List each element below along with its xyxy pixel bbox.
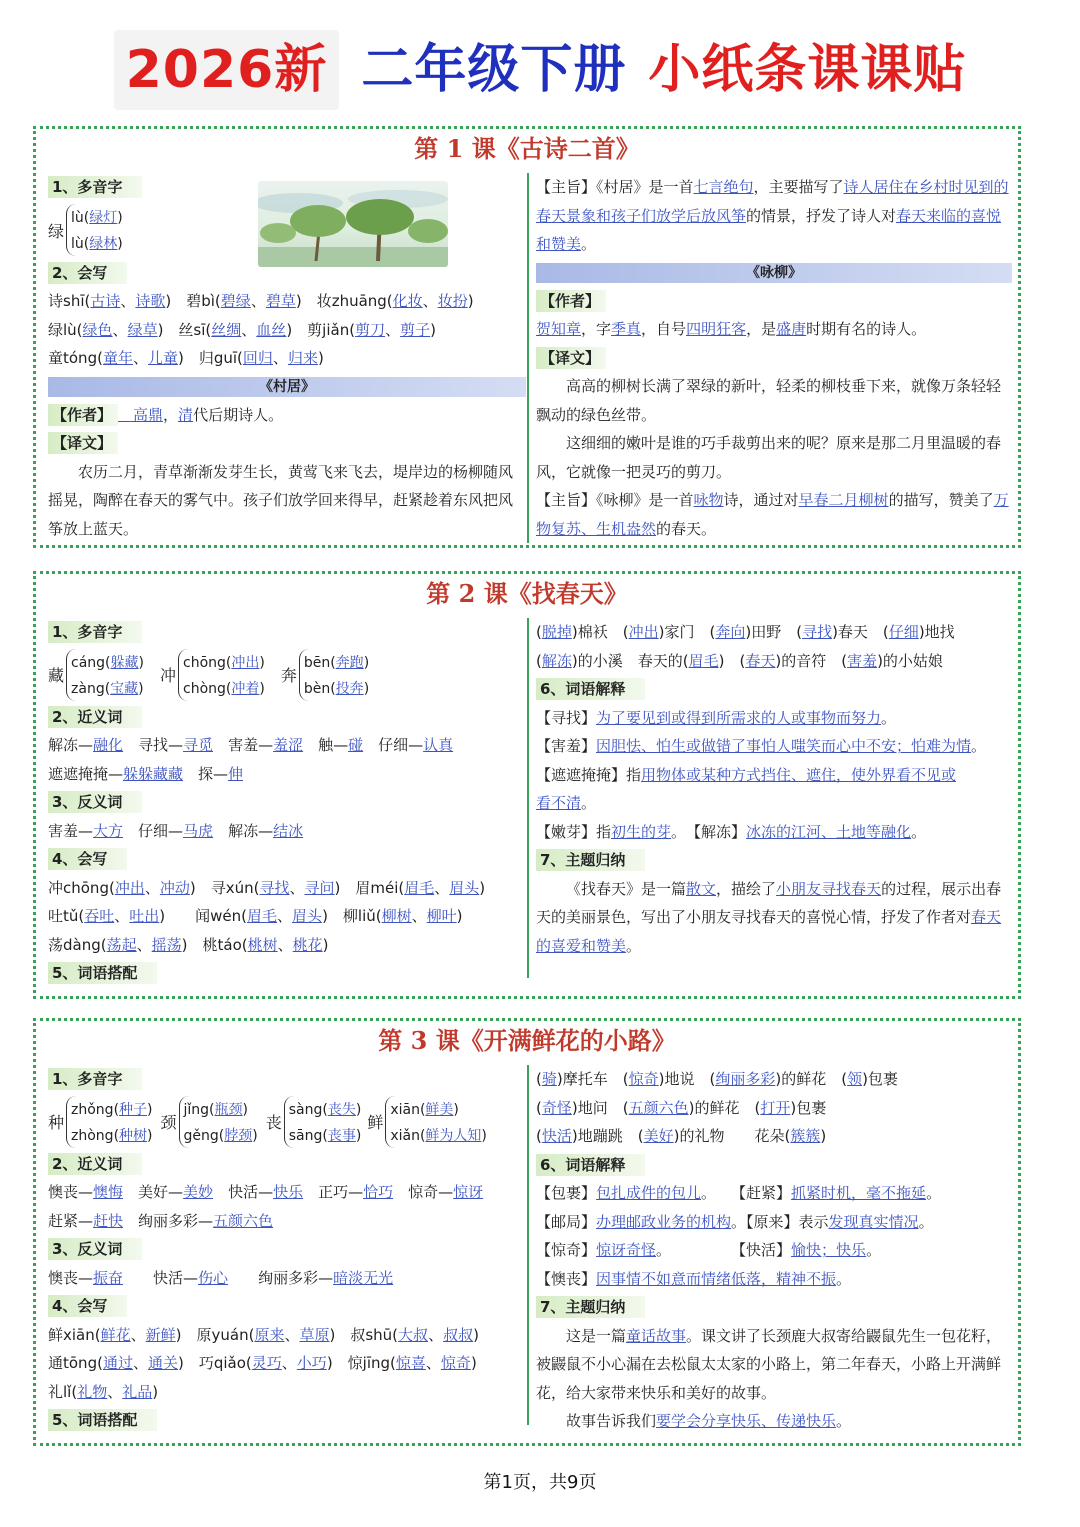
write-line: 诗shī(古诗、诗歌) 碧bì(碧绿、碧草) 妆zhuāng(化妆、妆扮) [48,292,474,310]
write-line: 童tóng(童年、儿童) 归guī(回归、归来) [48,349,324,367]
collocation-line: (解冻)的小溪 春天的(眉毛) (春天)的音符 (害羞)的小姑娘 [536,651,943,670]
explanation-line: 【邮局】办理邮政业务的机构。【原来】表示发现真实情况。 [536,1212,934,1231]
poem-band: 《咏柳》 [536,263,1012,283]
section-label: 1、多音字 [48,176,142,198]
explanation-line: 【惊奇】惊讶奇怪。 【快活】愉快；快乐。 [536,1241,882,1259]
synonym-line: 赶紧—赶快 绚丽多彩—五颜六色 [48,1211,274,1230]
section-label: 5、词语搭配 [48,1409,157,1431]
lesson-2-card [33,571,1021,999]
section-label: 【译文】 [536,347,606,369]
polyphone-bracket: chōng(冲出) chòng(冲着) [178,649,265,701]
synonym-line: 解冻—融化 寻找—寻觅 害羞—羞涩 触—碰 仔细—认真 [48,736,454,754]
explanation-line: 【懊丧】因事情不如意而情绪低落，精神不振。 [536,1269,852,1288]
summary-paragraph: 这是一篇童话故事。课文讲了长颈鹿大叔寄给鼹鼠先生一包花籽，被鼹鼠不小心漏在去松鼠太太家的小路上，第二年春天，小路上开满鲜花，给大家带来快乐和美好的故事。 [536,1326,1002,1402]
lesson-3-right [536,1065,1012,1436]
author-line: 【作者】 高鼎，清代后期诗人。 [48,401,526,430]
section-label: 4、会写 [48,1295,127,1317]
write-line: 冲chōng(冲出、冲动) 寻xún(寻找、寻问) 眉méi(眉毛、眉头) [48,878,486,897]
section-label: 3、反义词 [48,791,142,813]
section-label: 5、词语搭配 [48,962,157,984]
section-label: 1、多音字 [48,621,142,643]
polyphone-char: 绿 [48,221,65,241]
explanation-line: 【害羞】因胆怯、怕生或做错了事怕人嗤笑而心中不安；怕难为情。 [536,737,987,755]
section-label: 2、会写 [48,262,127,284]
lesson-3-title: 第 3 课《开满鲜花的小路》 [378,1026,676,1055]
polyphone-char: 鲜 [367,1113,384,1132]
section-label: 2、近义词 [48,1153,142,1175]
lesson-2-title: 第 2 课《找春天》 [426,579,628,608]
polyphone-bracket: cáng(躲藏) zàng(宝藏) [66,649,144,701]
polyphone-char: 藏 [48,666,65,685]
column-divider [527,173,529,543]
author-line: 贺知章，字季真，自号四明狂客，是盛唐时期有名的诗人。 [536,320,927,338]
write-line: 吐tǔ(吞吐、吐出) 闻wén(眉毛、眉头) 柳liǔ(柳树、柳叶) [48,907,463,925]
grade-title: 二年级下册 [361,40,627,100]
polyphone-bracket: jǐng(瓶颈) gěng(脖颈) [179,1096,258,1148]
antonym-line: 懊丧—振奋 快活—伤心 绚丽多彩—暗淡无光 [48,1268,394,1287]
collocation-line: (奇怪)地问 (五颜六色)的鲜花 (打开)包裹 [536,1098,827,1117]
lesson-1-right [536,173,1012,543]
polyphone-bracket: sàng(丧失) sāng(丧事) [284,1096,362,1148]
lesson-1-left [48,173,526,543]
lesson-3-left [48,1065,526,1435]
section-label: 6、词语解释 [536,1154,645,1176]
section-label: 4、会写 [48,848,127,870]
section-label: 3、反义词 [48,1238,142,1260]
summary-paragraph: 《找春天》是一篇散文，描绘了小朋友寻找春天的过程，展示出春天的美丽景色，写出了小朋友寻找春天的喜悦心情，抒发了作者对春天的喜爱和赞美。 [536,879,1002,955]
polyphone-char: 奔 [280,666,297,685]
polyphone-bracket: bēn(奔跑) bèn(投奔) [299,649,369,701]
willow-illustration [258,181,448,267]
write-line: 绿lù(绿色、绿草) 丝sī(丝绸、血丝) 剪jiǎn(剪刀、剪子) [48,320,436,339]
translation-text: 这细细的嫩叶是谁的巧手裁剪出来的呢？原来是那二月里温暖的春风，它就像一把灵巧的剪刀。 [536,434,1002,481]
polyphone-char: 颈 [160,1113,177,1132]
polyphone-bracket: xiān(鲜美) xiǎn(鲜为人知) [385,1096,487,1148]
section-label: 【作者】 [536,290,606,312]
collocation-line: (脱掉)棉袄 (冲出)家门 (奔向)田野 (寻找)春天 (仔细)地找 [536,623,955,641]
example-word: 绿灯 [89,210,118,226]
theme-paragraph: 【主旨】《村居》是一首七言绝句，主要描写了诗人居住在乡村时见到的春天景象和孩子们放学后放风筝的情景，抒发了诗人对春天来临的喜悦和赞美。 [536,178,1009,253]
polyphone-bracket: zhǒng(种子) zhòng(种树) [66,1096,152,1148]
page-number: 第1页，共9页 [483,1472,597,1493]
poem-band: 《村居》 [48,377,526,397]
translation-text: 农历二月，青草渐渐发芽生长，黄莺飞来飞去，堤岸边的杨柳随风摇晃，陶醉在春天的雾气中。孩子们放学回来得早，赶紧趁着东风把风筝放上蓝天。 [48,462,514,538]
section-label: 7、主题归纳 [536,1296,645,1318]
section-label: 6、词语解释 [536,678,645,700]
lesson-3-card [33,1018,1021,1446]
page-header [0,30,1080,110]
lesson-2-right [536,618,1012,960]
explanation-line: 【寻找】为了要见到或得到所需求的人或事物而努力。 [536,708,897,727]
synonym-line: 遮遮掩掩—躲躲藏藏 探—伸 [48,764,244,783]
explanation-line: 【遮遮掩掩】指用物体或某种方式挡住、遮住，使外界看不见或 [536,765,957,784]
section-label: 7、主题归纳 [536,849,645,871]
write-line: 荡dàng(荡起、摇荡) 桃táo(桃树、桃花) [48,935,329,954]
year-title: 2026新 [114,30,340,110]
pinyin: lù( [71,210,90,226]
section-label: 【译文】 [48,432,118,454]
write-line: 鲜xiān(鲜花、新鲜) 原yuán(原来、草原) 叔shū(大叔、叔叔) [48,1325,479,1344]
write-line: 通tōng(通过、通关) 巧qiǎo(灵巧、小巧) 惊jīng(惊喜、惊奇) [48,1354,477,1372]
example-word: 绿林 [89,236,118,252]
column-divider [527,1065,529,1425]
lesson-1-title: 第 1 课《古诗二首》 [414,134,640,163]
write-line: 礼lǐ(礼物、礼品) [48,1382,159,1401]
polyphone-char: 冲 [159,666,176,685]
theme-paragraph: 【主旨】《咏柳》是一首咏物诗，通过对早春二月柳树的描写，赞美了万物复苏、生机盎然的春天。 [536,491,1009,538]
polyphone-char: 丧 [265,1113,282,1132]
collocation-line: (骑)摩托车 (惊奇)地说 (绚丽多彩)的鲜花 (领)包裹 [536,1070,898,1088]
synonym-line: 懊丧—懊悔 美好—美妙 快活—快乐 正巧—恰巧 惊奇—惊讶 [48,1183,484,1201]
explanation-line: 看不清。 [536,794,597,812]
polyphone-bracket: lù(绿灯) lù(绿林) [66,204,123,256]
summary-paragraph: 故事告诉我们要学会分享快乐、传递快乐。 [566,1412,852,1430]
translation-text: 高高的柳树长满了翠绿的新叶，轻柔的柳枝垂下来，就像万条轻轻飘动的绿色丝带。 [536,377,1002,424]
section-label: 1、多音字 [48,1068,142,1090]
explanation-line: 【包裹】包扎成件的包儿。 【赶紧】抓紧时机，毫不拖延。 [536,1184,942,1202]
column-divider [527,618,529,978]
antonym-line: 害羞—大方 仔细—马虎 解冻—结冰 [48,821,304,840]
lesson-2-left [48,618,526,988]
lesson-1-card [33,126,1021,548]
pinyin: lù( [71,236,90,252]
collocation-line: (快活)地蹦跳 (美好)的礼物 花朵(簇簇) [536,1127,827,1145]
subject-title: 小纸条课课贴 [648,40,967,100]
polyphone-char: 种 [48,1113,65,1132]
explanation-line: 【嫩芽】指初生的芽。 【解冻】冰冻的江河、土地等融化。 [536,822,927,841]
section-label: 2、近义词 [48,706,142,728]
